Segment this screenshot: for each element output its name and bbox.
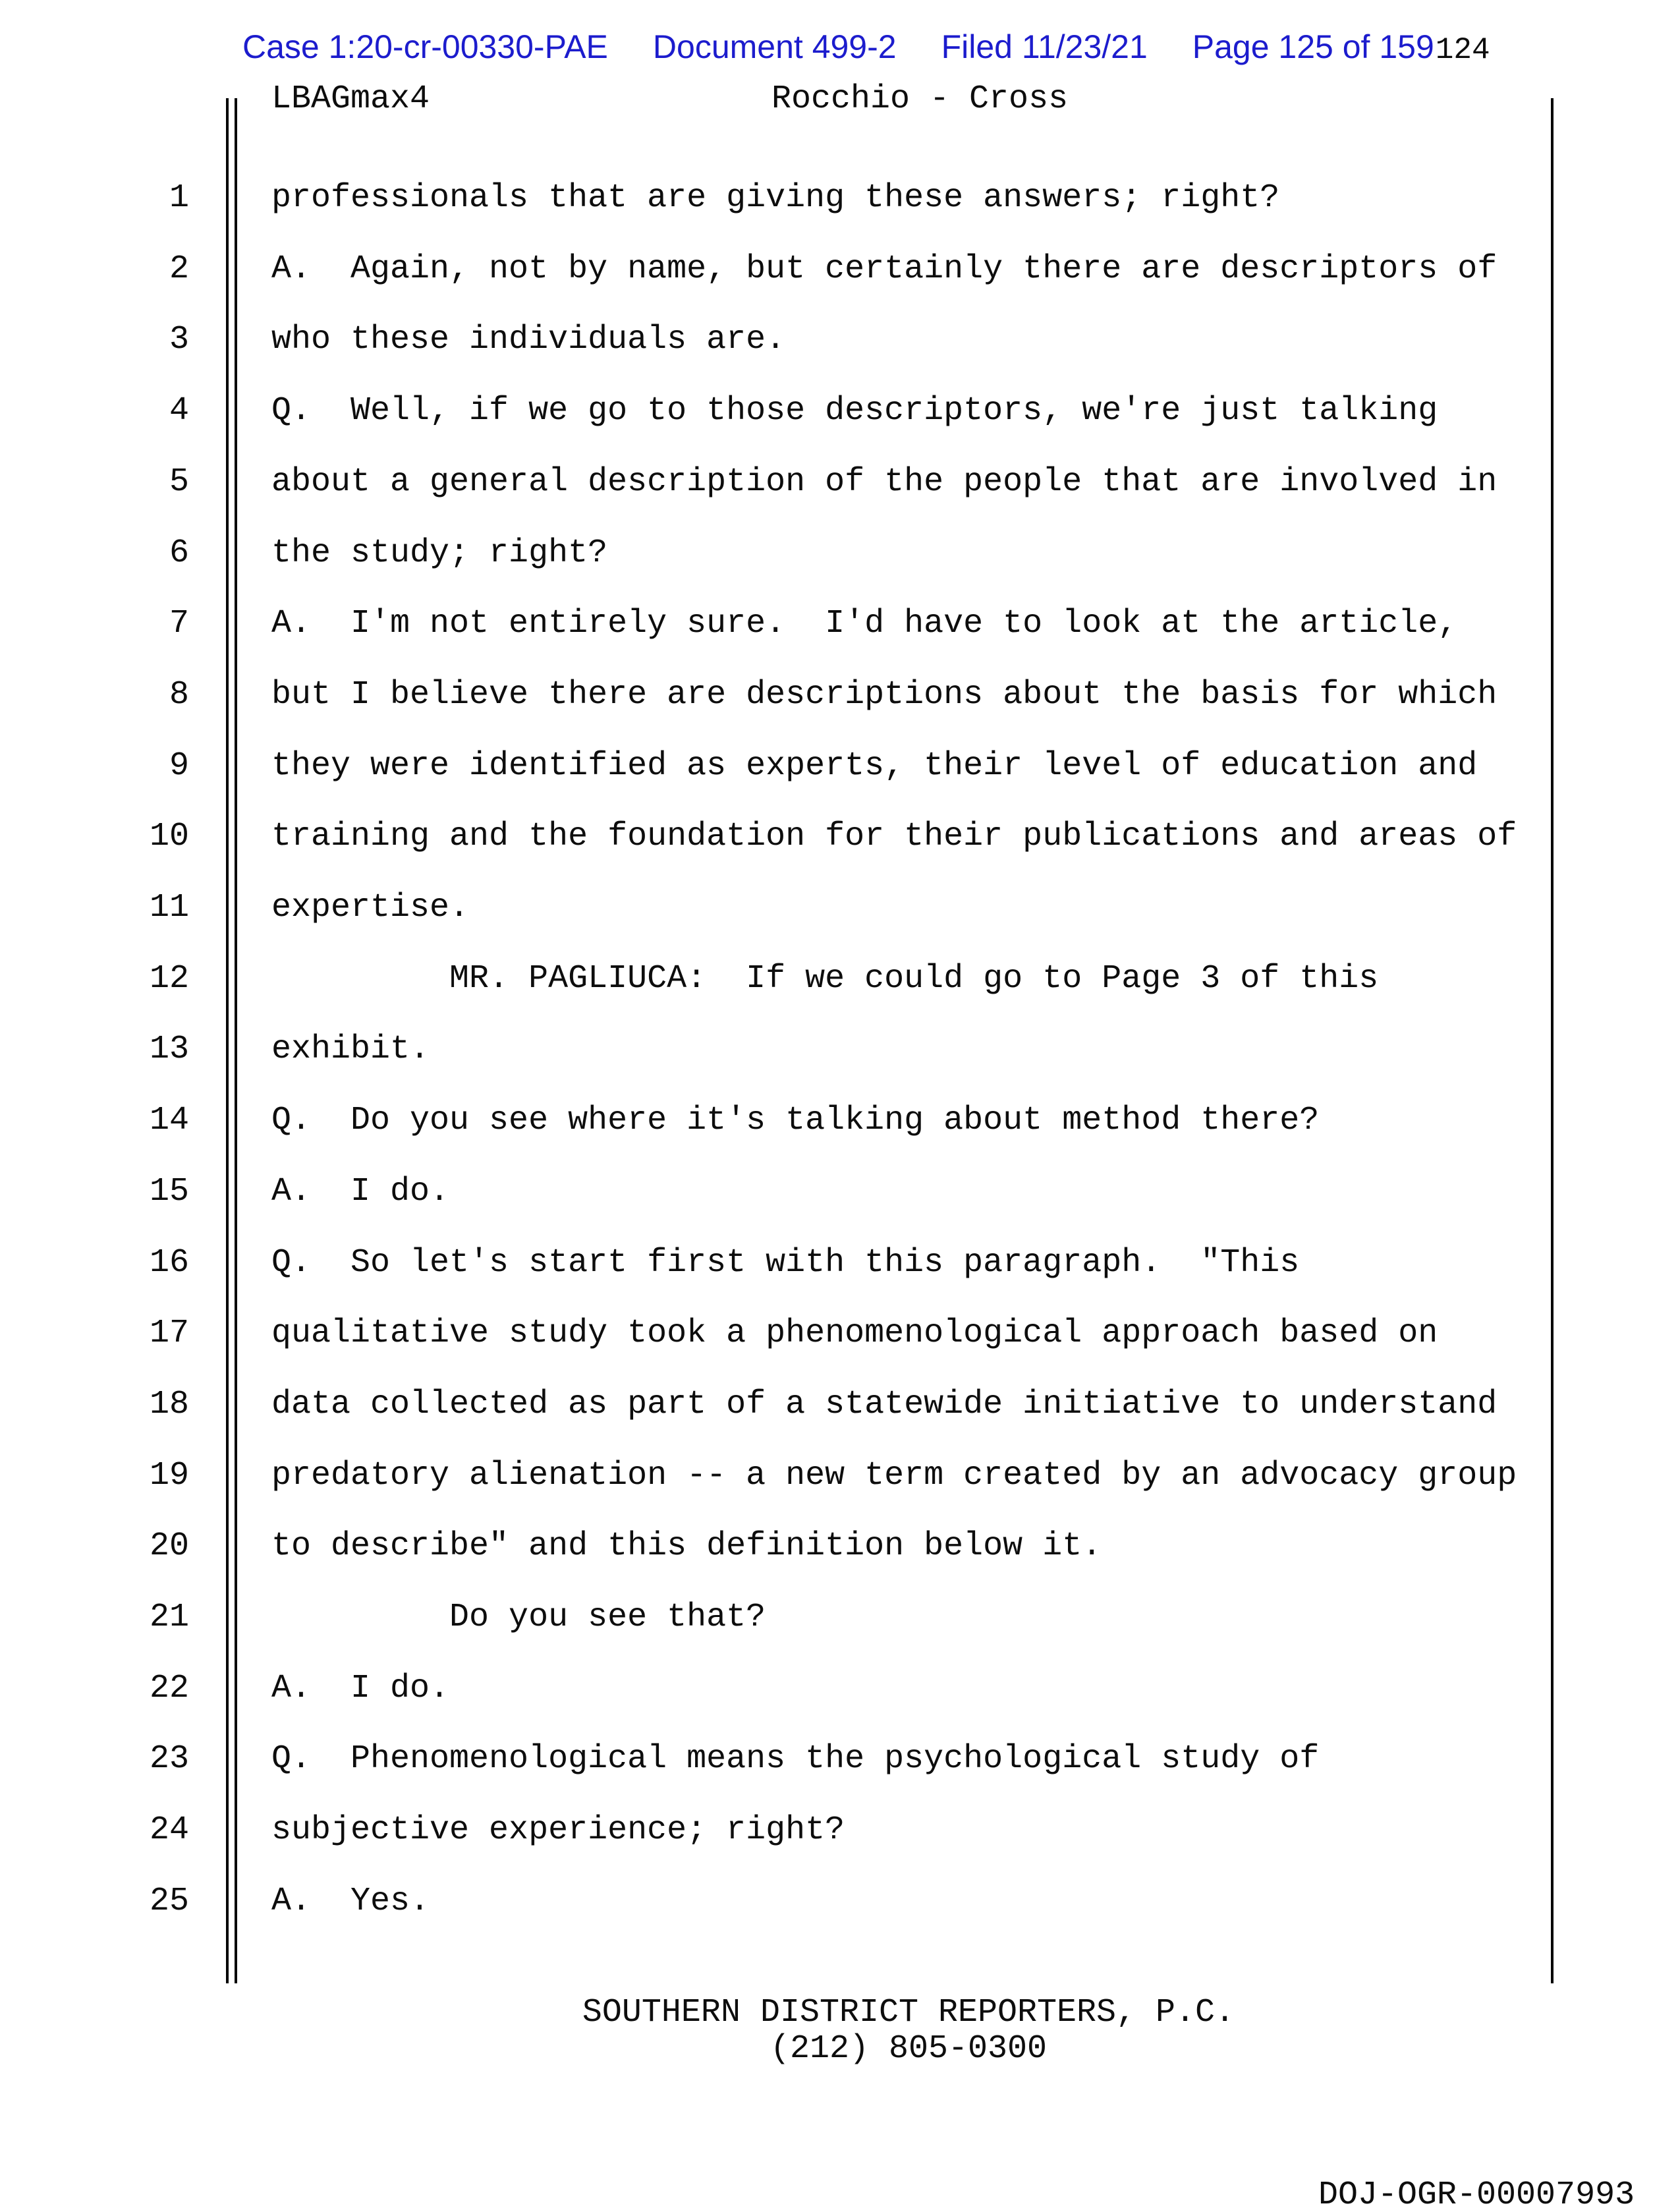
examination-title: Rocchio - Cross xyxy=(771,80,1069,118)
line-text: professionals that are giving these answers; right? xyxy=(271,179,1280,217)
reporter-name: SOUTHERN DISTRICT REPORTERS, P.C. xyxy=(582,1994,1235,2031)
line-number: 12 xyxy=(149,959,189,998)
line-text: A. I'm not entirely sure. I'd have to look at the article, xyxy=(271,605,1458,643)
line-text: Q. Do you see where it's talking about method there? xyxy=(271,1102,1320,1140)
line-number: 20 xyxy=(149,1527,189,1566)
line-number: 8 xyxy=(169,675,189,714)
line-number: 2 xyxy=(169,250,189,288)
stamp-page-info: Page 125 of 159 xyxy=(1192,28,1434,65)
line-number: 24 xyxy=(149,1811,189,1850)
line-text: exhibit. xyxy=(271,1031,430,1069)
line-number: 23 xyxy=(149,1740,189,1778)
line-text: qualitative study took a phenomenological approach based on xyxy=(271,1315,1438,1353)
line-number: 10 xyxy=(149,818,189,856)
line-number: 13 xyxy=(149,1031,189,1069)
line-text: but I believe there are descriptions about the basis for which xyxy=(271,675,1498,714)
left-margin-rule-outer xyxy=(226,98,229,1983)
line-text: A. Yes. xyxy=(271,1882,430,1920)
line-number: 21 xyxy=(149,1599,189,1636)
line-text: the study; right? xyxy=(271,534,608,572)
stamp-case-number: Case 1:20-cr-00330-PAE xyxy=(242,28,608,65)
line-number: 6 xyxy=(169,534,189,572)
line-text: Q. Phenomenological means the psychological study of xyxy=(271,1740,1320,1778)
line-text: expertise. xyxy=(271,889,470,926)
line-number: 15 xyxy=(149,1172,189,1210)
line-text: training and the foundation for their publications and areas of xyxy=(271,818,1517,856)
session-label: LBAGmax4 xyxy=(271,80,430,118)
line-number: 7 xyxy=(169,605,189,643)
line-text: MR. PAGLIUCA: If we could go to Page 3 of this xyxy=(271,959,1379,998)
line-number: 3 xyxy=(169,321,189,359)
line-text: subjective experience; right? xyxy=(271,1811,845,1850)
line-number: 18 xyxy=(149,1385,189,1423)
line-text: data collected as part of a statewide initiative to understand xyxy=(271,1385,1498,1423)
line-text: they were identified as experts, their level of education and xyxy=(271,747,1478,785)
stamp-filed-date: Filed 11/23/21 xyxy=(941,28,1148,65)
right-margin-rule xyxy=(1551,98,1554,1983)
line-text: Q. So let's start first with this paragraph. "This xyxy=(271,1243,1300,1282)
line-text: A. I do. xyxy=(271,1669,450,1707)
line-text: Q. Well, if we go to those descriptors, we're just talking xyxy=(271,392,1438,430)
line-number: 17 xyxy=(149,1315,189,1353)
line-text: to describe" and this definition below it. xyxy=(271,1527,1102,1566)
bates-number: DOJ-OGR-00007993 xyxy=(1318,2176,1635,2212)
line-number: 19 xyxy=(149,1456,189,1494)
line-text: A. I do. xyxy=(271,1172,450,1210)
line-number: 9 xyxy=(169,747,189,785)
stamp-document-number: Document 499-2 xyxy=(652,28,897,65)
line-text: A. Again, not by name, but certainly there are descriptors of xyxy=(271,250,1498,288)
line-text: predatory alienation -- a new term created by an advocacy group xyxy=(271,1456,1517,1494)
court-stamp xyxy=(242,30,1490,65)
reporter-phone: (212) 805-0300 xyxy=(770,2030,1048,2068)
line-number: 4 xyxy=(169,392,189,430)
line-number: 22 xyxy=(149,1669,189,1707)
line-number: 14 xyxy=(149,1102,189,1140)
line-number: 11 xyxy=(149,889,189,926)
transcript-page-number: 124 xyxy=(1435,33,1490,67)
line-text: who these individuals are. xyxy=(271,321,786,359)
line-number: 16 xyxy=(149,1243,189,1282)
line-text: Do you see that? xyxy=(271,1599,766,1636)
line-number: 1 xyxy=(169,179,189,217)
line-text: about a general description of the people that are involved in xyxy=(271,463,1498,501)
left-margin-rule-inner xyxy=(235,98,237,1983)
line-number: 5 xyxy=(169,463,189,501)
line-number: 25 xyxy=(149,1882,189,1920)
